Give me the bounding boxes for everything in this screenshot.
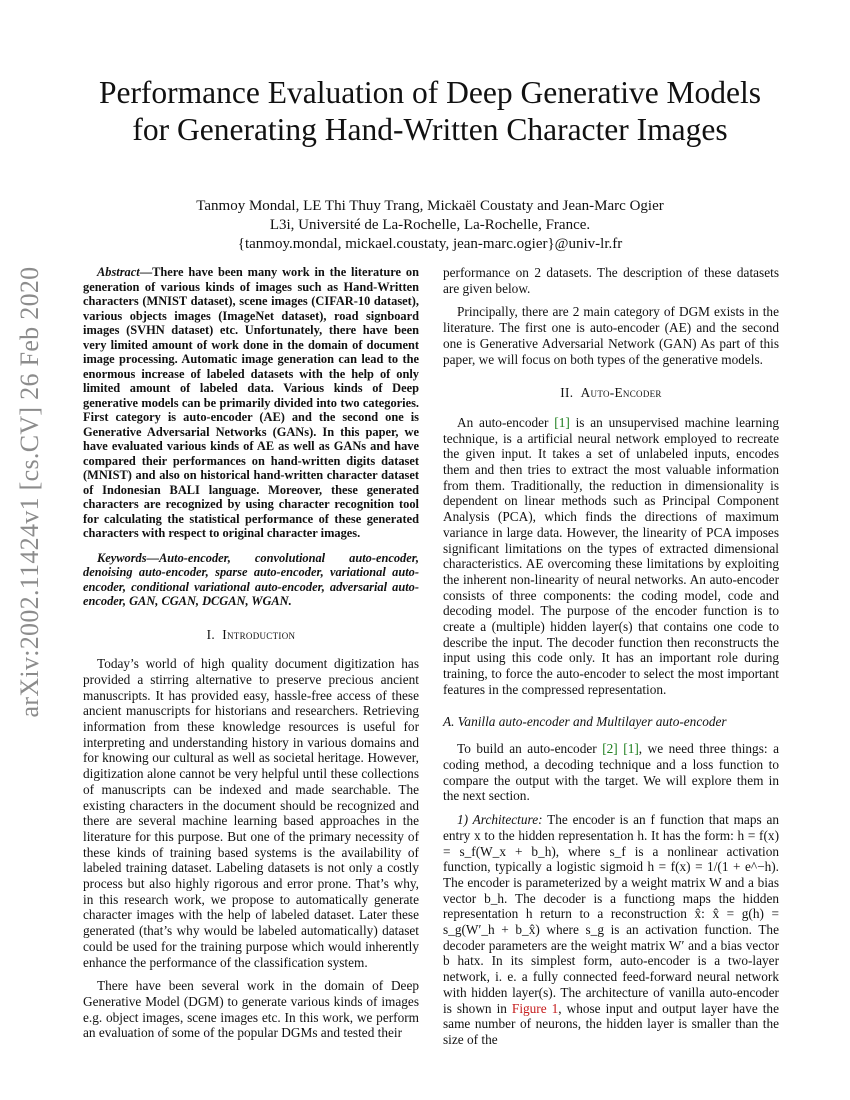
citation-link[interactable]: [1] <box>623 741 639 757</box>
keywords-text: Auto-encoder, convolutional auto-encoder, denoising auto-encoder, sparse auto-encoder, variational auto-encoder, conditional variational auto-encoder, adversarial auto-encoder, GAN, CGAN, DCGAN, WGAN. <box>83 550 419 608</box>
build-ae-paragraph: To build an auto-encoder [2] [1], we need three things: a coding method, a decoding technique and a loss function to compare the output with the target. We will explore them in the next section. <box>443 741 779 804</box>
author-emails: {tanmoy.mondal, mickael.coustaty, jean-marc.ogier}@univ-lr.fr <box>237 236 623 252</box>
affiliation: L3i, Université de La-Rochelle, La-Rochelle, France. <box>269 217 591 233</box>
arxiv-identifier <box>8 266 52 718</box>
section-number: II. <box>560 385 574 401</box>
auto-encoder-paragraph: An auto-encoder [1] is an unsupervised machine learning technique, is a artificial neural network employed to recreate the given input. It takes a set of unlabeled inputs, encodes them and then tries to extract the most valuable information from them. Traditionally, the reduction in dimensionality is dependent on linear methods such as Principal Component Analysis (PCA), which finds the directions of maximum variance in large data. However, the linearity of PCA imposes significant limitations on the types of extracted dimensional characteristics. AE overcoming these limitations by exploiting the inherent non-linearity of neural networks. An auto-encoder consists of three components: the coding model, code and decoding model. The purpose of the encoder function is to create a (multiple) hidden layer(s) that contains one code to describe the input. The decoder function then reconstructs the input using this code only. It has an important role during training, to force the auto-encoder to select the most important features in the compressed representation. <box>443 414 779 697</box>
paragraph-label: 1) Architecture: <box>457 812 543 828</box>
abstract-label: Abstract <box>97 265 140 279</box>
figure-link[interactable]: Figure 1 <box>511 1000 559 1016</box>
citation-link[interactable]: [2] <box>602 741 618 757</box>
intro-paragraph-1: Today’s world of high quality document digitization has provided a stirring alternative to preserve precious ancient manuscripts. It has provided easy, hassle-free access of these ancient manuscripts for historians and researchers. Retrieving information from these knowledge resources is useful for interpreting and understanding history in various domains and for knowing our cultural as well as societal heritage. However, digitization alone cannot be very helpful until these collections of manuscripts can be indexed and made searchable. The existing characters in the document should be recognized and there are several machine learning based approaches in the literature for this purpose. But one of the primary necessity of these kinds of training based systems is the availability of labeled training dataset. Labeling datasets is not only a costly process but also highly rigorous and error prone. That’s why, in this research work, we propose to automatically generate character images with the help of labeled dataset. Later these generated (that’s why would be labeled automatically) dataset could be used for the training purpose which would inherently enhance the performance of the classification system. <box>83 656 419 970</box>
keywords-label: Keywords <box>97 550 147 565</box>
section-title: Introduction <box>222 626 296 642</box>
keywords: Keywords—Auto-encoder, convolutional auto-encoder, denoising auto-encoder, sparse auto-encoder, variational auto-encoder, conditional variational auto-encoder, adversarial auto-encoder, GAN, CGAN, DCGAN, WGAN. <box>83 550 419 608</box>
section-number: I. <box>206 626 216 642</box>
paragraph-continued: performance on 2 datasets. The description of these datasets are given below. <box>443 265 779 296</box>
architecture-paragraph: 1) Architecture: The encoder is an f function that maps an entry x to the hidden representation h. It has the form: h = f(x) = s_f(W_x + b_h), where s_f is a nonlinear activation function, typically a logistic sigmoid h = f(x) = 1/(1 + e^−h). The encoder is parameterized by a weight matrix W and a bias vector b_h. The decoder is a functiong maps the hidden representation h return to a reconstruction x̂: x̂ = g(h) = s_g(W′_h + b_x̂) where s_g is an activation function. The decoder parameters are the weight matrix W′ and a bias vector b hatx. In its simplest form, auto-encoder is a two-layer network, i. e. a fully connected feed-forward neural network with hidden layer(s). The architecture of vanilla auto-encoder is shown in Figure 1, whose input and output layer have the same number of neurons, the hidden layer is smaller than the size of the <box>443 812 779 1047</box>
citation-link[interactable]: [1] <box>554 414 570 430</box>
paragraph-dgm-categories: Principally, there are 2 main category of DGM exists in the literature. The first one is auto-encoder (AE) and the second one is Generative Adversarial Network (GAN) As part of this paper, we will focus on both types of the generative models. <box>443 304 779 367</box>
arxiv-identifier-text: arXiv:2002.11424v1 [cs.CV] 26 Feb 2020 <box>15 266 44 718</box>
author-list: Tanmoy Mondal, LE Thi Thuy Trang, Mickaël Coustaty and Jean-Marc Ogier <box>196 198 664 214</box>
left-column <box>83 265 419 1041</box>
abstract: Abstract—There have been many work in the literature on generation of various kinds of images such as Hand-Written characters (MNIST dataset), scene images (CIFAR-10 dataset), various objects images (ImageNet dataset), road signboard images (SVHN dataset) etc. Unfortunately, there have been very limited amount of work done in the domain of document image processing. Automatic image generation can lead to the enormous increase of labeled datasets with the help of only limited amount of labeled data. Various kinds of Deep generative models can be primarily divided into two categories. First category is auto-encoder (AE) and the second one is Generative Adversarial Networks (GANs). In this paper, we have evaluated various kinds of AE as well as GANs and have compared their performances on hand-written digits dataset (MNIST) and also on historical hand-written character dataset of Indonesian BALI language. Moreover, these generated characters are recognized by using character recognition tool for calculating the statistical performance of these generated characters with respect to original character images. <box>83 265 419 540</box>
section-title: Auto-Encoder <box>580 385 662 401</box>
right-column <box>443 265 779 1048</box>
title-line-2: for Generating Hand-Written Character Images <box>132 112 728 147</box>
paper-title <box>60 74 800 148</box>
intro-paragraph-2: There have been several work in the domain of Deep Generative Model (DGM) to generate various kinds of images e.g. object images, scene images etc. In this work, we perform an evaluation of some of the popular DGMs and tested their <box>83 978 419 1041</box>
subsection-heading-vanilla-ae: A. Vanilla auto-encoder and Multilayer auto-encoder <box>443 713 727 729</box>
abstract-text: There have been many work in the literature on generation of various kinds of images such as Hand-Written characters (MNIST dataset), scene images (CIFAR-10 dataset), various objects images (ImageNet dataset), road signboard images (SVHN dataset) etc. Unfortunately, there have been very limited amount of work done in the domain of document image processing. Automatic image generation can lead to the enormous increase of labeled datasets with the help of only limited amount of labeled data. Various kinds of Deep generative models can be primarily divided into two categories. First category is auto-encoder (AE) and the second one is Generative Adversarial Networks (GANs). In this paper, we have evaluated various kinds of AE as well as GANs and have compared their performances on hand-written digits dataset (MNIST) and also on historical hand-written character dataset of Indonesian BALI language. Moreover, these generated characters are recognized by using character recognition tool for calculating the statistical performance of these generated characters with respect to original character images. <box>83 265 419 540</box>
section-heading-auto-encoder <box>443 385 779 401</box>
title-line-1: Performance Evaluation of Deep Generative Models <box>98 75 762 110</box>
section-heading-introduction <box>83 627 419 643</box>
